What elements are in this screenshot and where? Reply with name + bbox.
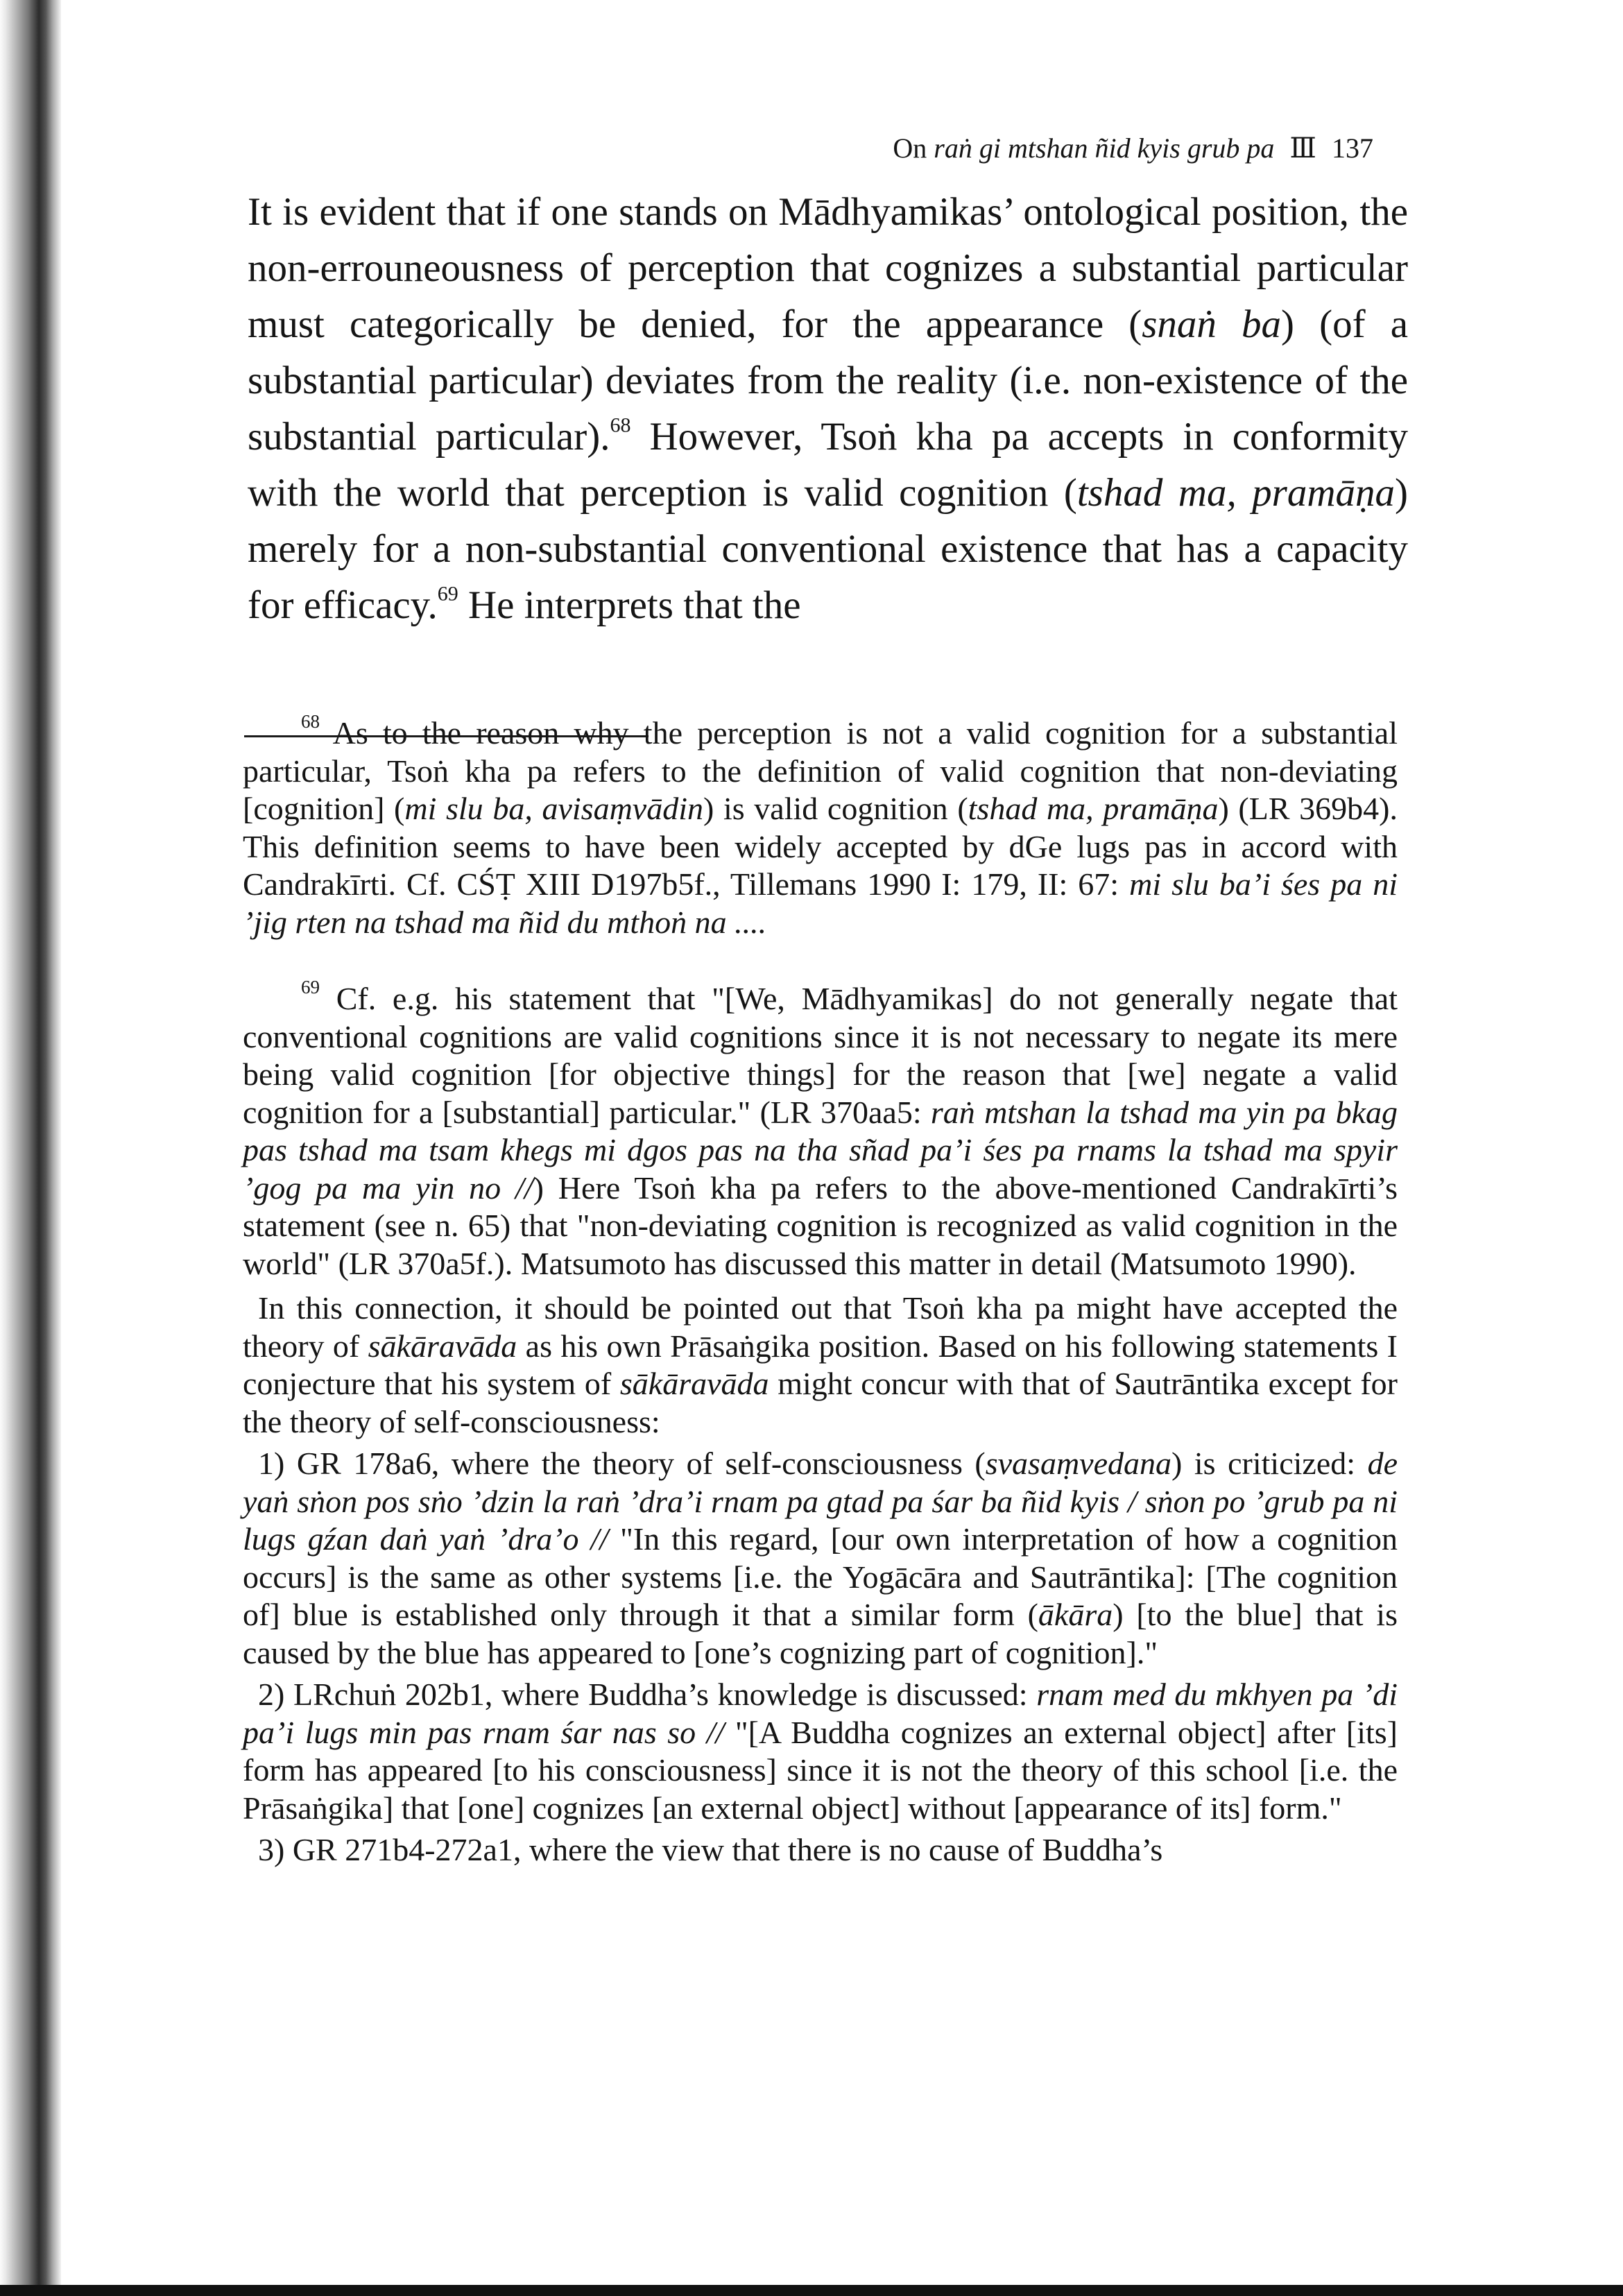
fn69-p2-italic-1: sākāravāda	[368, 1328, 517, 1364]
fn69-it1-italic-2: de yaṅ sṅon pos sṅo ’dzin la raṅ ’dra’i rnam pa gtad pa śar ba ñid kyis / sṅon po ’grub pa ni lugs gźan daṅ yaṅ ’dra’o //	[243, 1446, 1398, 1557]
main-paragraph	[248, 184, 1408, 633]
fn69-it2-italic-1: rnam med du mkhyen pa ’di pa’i lugs min pas rnam śar nas so //	[243, 1677, 1398, 1750]
main-text-2: ) (of a substantial particular) deviates from the reality (i.e. non-existence of the substantial particular).	[248, 302, 1408, 459]
page-number: 137	[1332, 132, 1373, 164]
fn69-p2-italic-2: sākāravāda	[619, 1366, 769, 1401]
fn68-text-2: ) is valid cognition (	[703, 791, 968, 826]
fn69-p2-text-2: as his own Prāsaṅgika position. Based on his following statements I conjecture that his system of	[243, 1328, 1398, 1401]
page-bottom-edge	[0, 2285, 1623, 2296]
fn68-italic-2: tshad ma, pramāṇa	[968, 791, 1219, 826]
fn69-italic-1: raṅ mtshan la tshad ma yin pa bkag pas tshad ma tsam khegs mi dgos pas na tha sñad pa’i śes pa rnams la tshad ma spyir ’gog pa ma yin no //	[243, 1094, 1398, 1206]
fn69-it1-italic-3: ākāra	[1038, 1597, 1113, 1632]
fn69-p2-text-3: might concur with that of Sautrāntika except for the theory of self-consciousness:	[243, 1366, 1398, 1439]
fn68-italic-1: mi slu ba, avisaṃvādin	[404, 791, 703, 826]
fn69-it1-text-3: "In this regard, [our own interpretation of how a cognition occurs] is the same as other systems [i.e. the Yogācāra and Sautrāntika]: [The cognition of] blue is established only through it that a similar form (	[243, 1521, 1398, 1632]
running-head-prefix: On	[893, 132, 934, 164]
fn68-text-3: ) (LR 369b4). This definition seems to have been widely accepted by dGe lugs pas in accord with Candrakīrti. Cf. CŚṬ XIII D197b5f., Tillemans 1990 I: 179, II: 67:	[243, 791, 1398, 902]
footnote-69-paragraph-2	[243, 1290, 1398, 1441]
fn69-it2-text-1: 2) LRchuṅ 202b1, where Buddha’s knowledge is discussed:	[258, 1677, 1037, 1712]
main-text-4: ) merely for a non-substantial conventional existence that has a capacity for efficacy.	[248, 471, 1408, 627]
main-italic-2: tshad ma, pramāṇa	[1076, 471, 1396, 515]
footnote-ref-68[interactable]: 68	[610, 413, 631, 437]
running-head	[728, 132, 1373, 164]
footnote-number-68: 68	[301, 711, 320, 733]
main-italic-1: snaṅ ba	[1142, 302, 1282, 346]
fn68-text-1: As to the reason why the perception is not a valid cognition for a substantial particular, Tsoṅ kha pa refers to the definition of valid cognition that non-deviating [cognition] (	[243, 715, 1398, 826]
footnotes	[243, 711, 1398, 1869]
fn69-text-2: ) Here Tsoṅ kha pa refers to the above-mentioned Candrakīrti’s statement (see n. 65) that "non-deviating cognition is recognized as valid cognition in the world" (LR 370a5f.). Matsumoto has discussed this matter in detail (Matsumoto 1990).	[243, 1170, 1398, 1281]
fn69-it1-text-2: ) is criticized:	[1171, 1446, 1368, 1481]
footnote-69	[243, 977, 1398, 1283]
fn69-it1-text-1: 1) GR 178a6, where the theory of self-consciousness (	[258, 1446, 986, 1481]
fn68-italic-3: mi slu ba’i śes pa ni ’jig rten na tshad ma ñid du mthoṅ na ....	[243, 866, 1398, 940]
fn69-it1-italic-1: svasaṃvedana	[985, 1446, 1172, 1481]
fn69-text-1: Cf. e.g. his statement that "[We, Mādhyamikas] do not generally negate that conventional cognitions are valid cognitions since it is not necessary to negate its mere being valid cognition [for objective things] for the reason that [we] negate a valid cognition for a [substantial] particular." (LR 370aa5:	[243, 981, 1398, 1130]
footnote-68	[243, 711, 1398, 941]
main-text-5: He interprets that the	[458, 583, 801, 627]
footnote-69-item-1	[243, 1445, 1398, 1672]
main-text-1: It is evident that if one stands on Mādhyamikas’ ontological position, the non-errouneousness of perception that cognizes a substantial particular must categorically be denied, for the appearance (	[248, 190, 1408, 346]
footnote-ref-69[interactable]: 69	[437, 582, 458, 606]
book-binding-shadow	[0, 0, 61, 2296]
fn69-it2-text-2: "[A Buddha cognizes an external object] after [its] form has appeared [to his consciousness] since it is not the theory of this school [i.e. the Prāsaṅgika] that [one] cognizes [an external object] without [appearance of its] form."	[243, 1714, 1398, 1826]
footnote-69-item-3	[243, 1831, 1398, 1869]
fn69-it1-text-4: ) [to the blue] that is caused by the blue has appeared to [one’s cognizing part of cognition]."	[243, 1597, 1398, 1670]
main-text-3: However, Tsoṅ kha pa accepts in conformity with the world that perception is valid cognition (	[248, 415, 1408, 515]
running-head-title: raṅ gi mtshan ñid kyis grub pa	[934, 132, 1275, 164]
footnote-69-item-2	[243, 1676, 1398, 1827]
fn69-it3-text-1: 3) GR 271b4-272a1, where the view that there is no cause of Buddha’s	[258, 1832, 1163, 1867]
running-head-part: Ⅲ	[1289, 132, 1316, 164]
footnote-number-69: 69	[301, 977, 320, 998]
fn69-p2-text-1: In this connection, it should be pointed out that Tsoṅ kha pa might have accepted the theory of	[243, 1290, 1398, 1364]
